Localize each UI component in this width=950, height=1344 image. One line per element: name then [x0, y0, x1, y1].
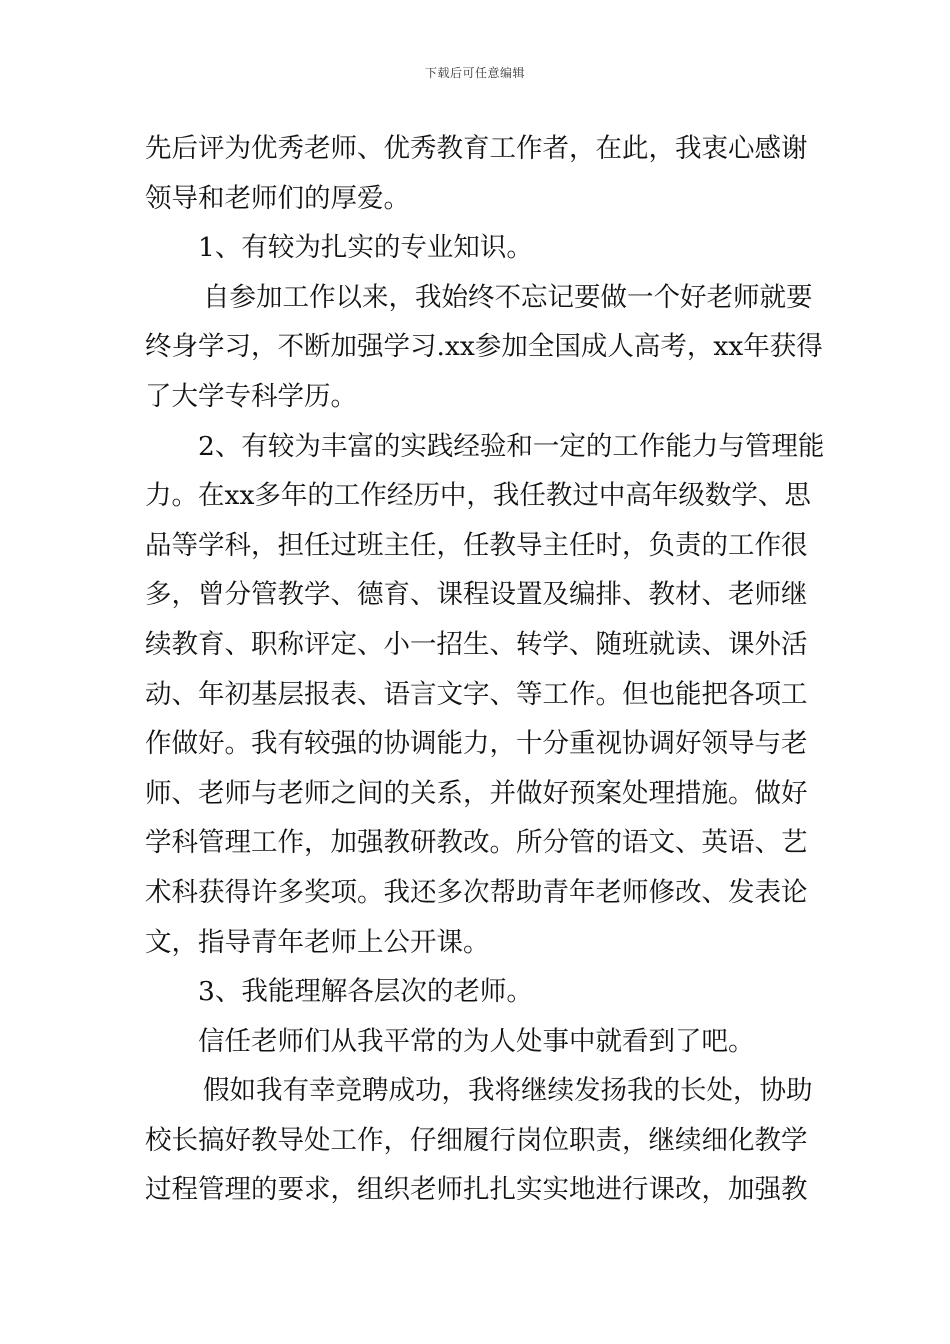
text-line: 终身学习，不断加强学习.xx参加全国成人高考，xx年获得 — [145, 331, 823, 363]
text-line: 了大学专科学历。 — [145, 380, 357, 412]
text-line: 信任老师们从我平常的为人处事中就看到了吧。 — [198, 1025, 755, 1057]
text-line: 过程管理的要求，组织老师扎扎实实地进行课改，加强教 — [145, 1174, 808, 1206]
text-line: 力。在xx多年的工作经历中，我任教过中高年级数学、思 — [145, 480, 811, 512]
section-heading-3: 3、我能理解各层次的老师。 — [198, 976, 533, 1008]
text-line: 先后评为优秀老师、优秀教育工作者，在此，我衷心感谢 — [145, 133, 808, 164]
page-header: 下载后可任意编辑 — [424, 66, 525, 80]
text-line: 续教育、职称评定、小一招生、转学、随班就读、课外活 — [145, 628, 808, 660]
section-heading-1: 1、有较为扎实的专业知识。 — [198, 232, 533, 264]
text-line: 领导和老师们的厚爱。 — [145, 182, 410, 214]
text-line: 文，指导青年老师上公开课。 — [145, 926, 490, 958]
text-line: 假如我有幸竞聘成功，我将继续发扬我的长处，协助 — [203, 1075, 813, 1107]
section-heading-2: 2、有较为丰富的实践经验和一定的工作能力与管理能 — [198, 430, 825, 462]
text-line: 术科获得许多奖项。我还多次帮助青年老师修改、发表论 — [145, 876, 808, 908]
text-line: 品等学科，担任过班主任，任教导主任时，负责的工作很 — [145, 529, 808, 561]
text-line: 校长搞好教导处工作，仔细履行岗位职责，继续细化教学 — [145, 1124, 808, 1156]
text-line: 多，曾分管教学、德育、课程设置及编排、教材、老师继 — [145, 579, 808, 611]
text-line: 作做好。我有较强的协调能力，十分重视协调好领导与老 — [145, 728, 808, 760]
text-line: 师、老师与老师之间的关系，并做好预案处理措施。做好 — [145, 777, 808, 809]
text-line: 学科管理工作，加强教研教改。所分管的语文、英语、艺 — [145, 827, 808, 859]
text-line: 动、年初基层报表、语言文字、等工作。但也能把各项工 — [145, 678, 808, 710]
document-body — [145, 124, 825, 1215]
text-line: 自参加工作以来，我始终不忘记要做一个好老师就要 — [203, 281, 813, 313]
